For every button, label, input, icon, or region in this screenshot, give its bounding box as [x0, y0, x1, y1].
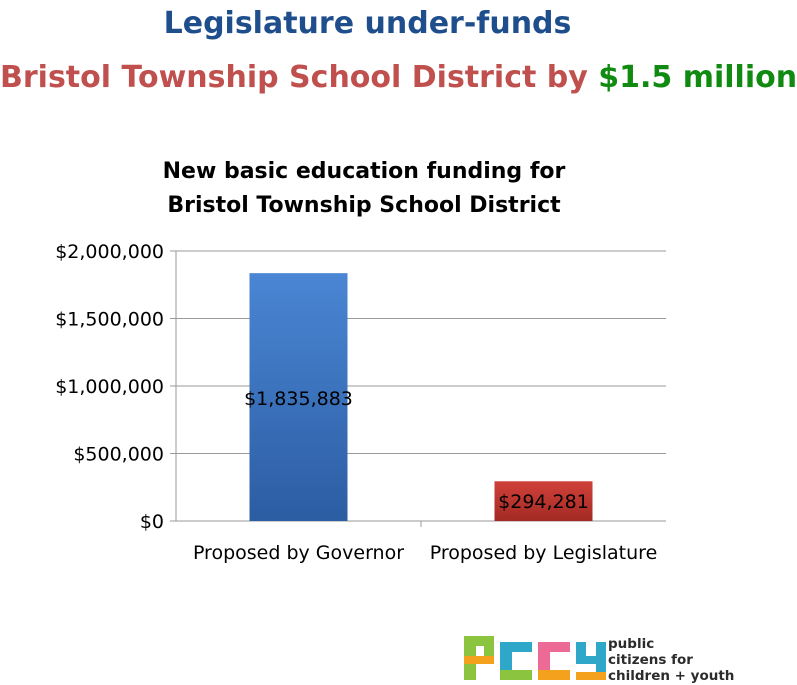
- data-label: $294,281: [498, 491, 589, 514]
- y-axis-tick-labels: [55, 241, 164, 533]
- funding-bar-chart: [0, 140, 735, 580]
- x-category-label: Proposed by Legislature: [429, 542, 658, 564]
- y-tick-label: $0: [139, 511, 164, 533]
- x-category-label: Proposed by Governor: [192, 542, 405, 564]
- logo-text-line: citizens for: [608, 652, 693, 668]
- chart-bars: [244, 273, 592, 521]
- headline-amount: $1.5 million: [598, 60, 797, 95]
- pccy-logo-wordmark: [608, 636, 734, 684]
- headline-district: Bristol Township School District by: [0, 60, 599, 95]
- chart-title-line-2: Bristol Township School District: [167, 193, 561, 218]
- y-tick-label: $2,000,000: [55, 241, 164, 263]
- y-tick-label: $500,000: [73, 443, 164, 466]
- logo-text-line: children + youth: [608, 668, 735, 684]
- y-tick-label: $1,500,000: [55, 308, 164, 331]
- headline-line-2: [0, 60, 797, 95]
- headline-line-1: Legislature under-funds: [163, 6, 572, 41]
- chart-title-line-1: New basic education funding for: [162, 159, 566, 184]
- logo-text-line: public: [608, 636, 655, 652]
- y-tick-label: $1,000,000: [55, 376, 164, 398]
- x-axis-category-labels: [193, 542, 657, 564]
- data-label: $1,835,883: [244, 388, 353, 411]
